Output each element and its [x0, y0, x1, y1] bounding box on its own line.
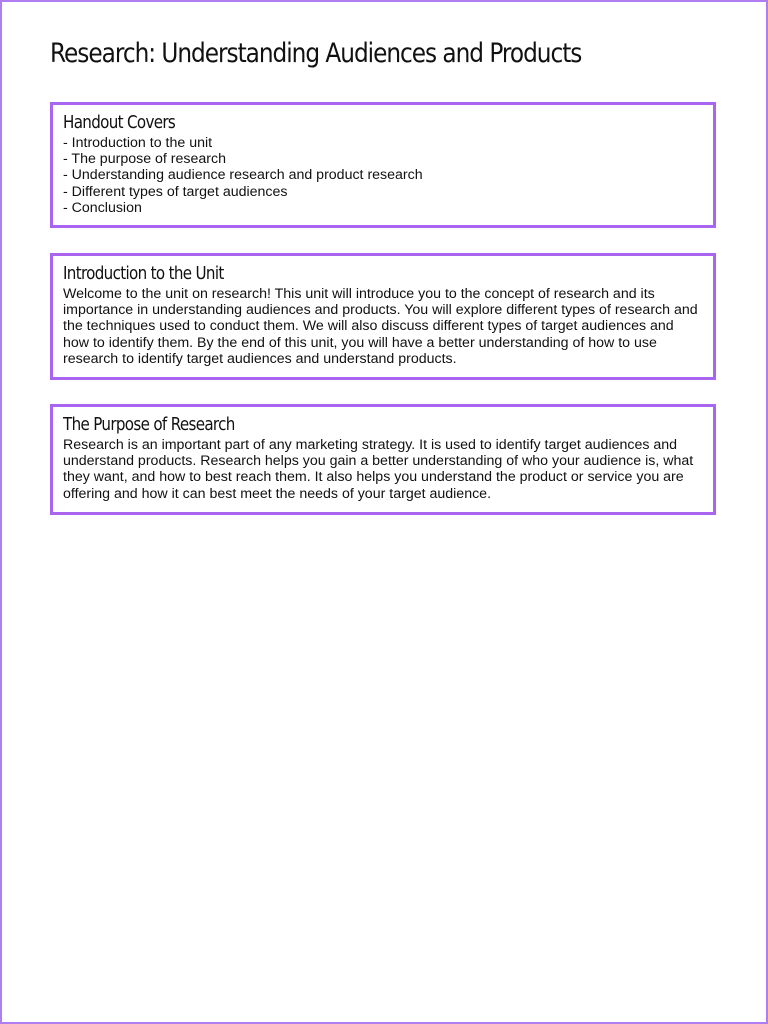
handout-covers-list: [63, 135, 713, 216]
purpose-body: Research is an important part of any marketing strategy. It is used to identify target audiences and understand products. Research helps you gain a better understanding of who your audience is, what they want, and how to best reach them. It also helps you understand the product or service you are offering and how it can best meet the needs of your target audience.: [63, 437, 694, 502]
introduction-heading: Introduction to the Unit: [63, 263, 224, 284]
list-item: - Different types of target audiences: [63, 184, 713, 200]
introduction-section: [50, 253, 716, 380]
list-item: - Understanding audience research and product research: [63, 167, 713, 183]
purpose-section: [50, 404, 716, 515]
list-item: - Conclusion: [63, 200, 713, 216]
purpose-heading: The Purpose of Research: [63, 414, 235, 435]
handout-covers-heading: Handout Covers: [63, 112, 176, 133]
handout-covers-section: [50, 102, 716, 228]
introduction-body: Welcome to the unit on research! This unit will introduce you to the concept of research and its importance in understanding audiences and products. You will explore different types of research and the techniques used to conduct them. We will also discuss different types of target audiences and how to identify them. By the end of this unit, you will have a better understanding of how to use research to identify target audiences and understand products.: [63, 286, 698, 367]
list-item: - The purpose of research: [63, 151, 713, 167]
list-item: - Introduction to the unit: [63, 135, 713, 151]
page-title: Research: Understanding Audiences and Products: [50, 38, 582, 69]
